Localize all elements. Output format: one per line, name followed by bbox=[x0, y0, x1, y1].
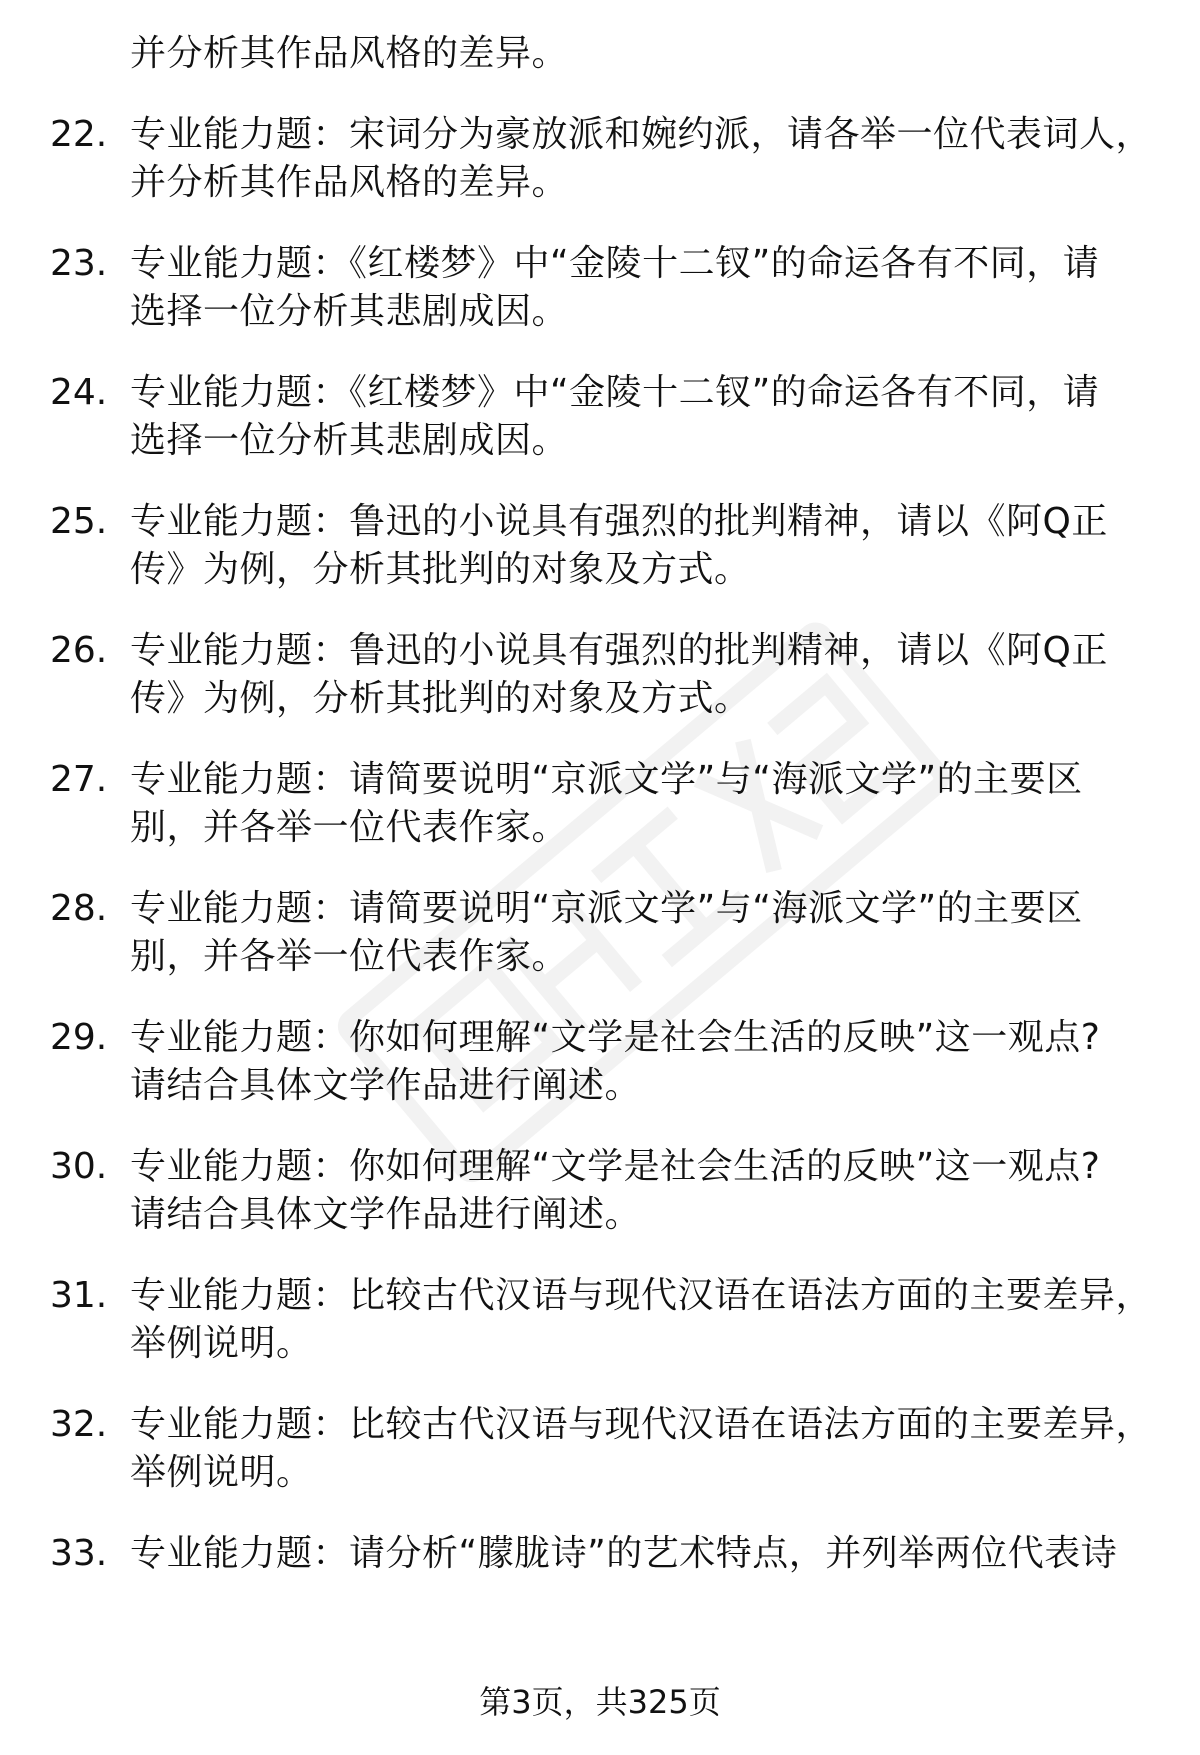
item-text: 专业能力题：比较古代汉语与现代汉语在语法方面的主要差异， 举例说明。 bbox=[130, 1404, 1153, 1493]
list-item bbox=[0, 1014, 1200, 1143]
list-item bbox=[0, 1530, 1200, 1659]
list-item bbox=[0, 111, 1200, 240]
item-number: 33. bbox=[50, 1533, 108, 1574]
list-item bbox=[0, 1401, 1200, 1530]
continuation-text bbox=[0, 30, 1200, 111]
page-number-footer: 第3页，共325页 bbox=[479, 1683, 721, 1721]
item-text: 专业能力题：请分析“朦胧诗”的艺术特点，并列举两位代表诗 bbox=[130, 1533, 1118, 1574]
item-number: 31. bbox=[50, 1275, 108, 1316]
list-item bbox=[0, 498, 1200, 627]
item-number: 32. bbox=[50, 1404, 108, 1445]
list-item bbox=[0, 1143, 1200, 1272]
item-text: 专业能力题：你如何理解“文学是社会生活的反映”这一观点? 请结合具体文学作品进行阐述。 bbox=[130, 1017, 1101, 1106]
question-list bbox=[0, 30, 1200, 1659]
item-text: 专业能力题：宋词分为豪放派和婉约派，请各举一位代表词人， 并分析其作品风格的差异。 bbox=[130, 114, 1153, 203]
item-text: 专业能力题：你如何理解“文学是社会生活的反映”这一观点? 请结合具体文学作品进行阐述。 bbox=[130, 1146, 1101, 1235]
item-number: 24. bbox=[50, 372, 108, 413]
list-item bbox=[0, 885, 1200, 1014]
item-number: 23. bbox=[50, 243, 108, 284]
item-text: 专业能力题：鲁迅的小说具有强烈的批判精神，请以《阿Q正 传》为例，分析其批判的对象及方式。 bbox=[130, 630, 1108, 719]
item-text: 专业能力题：请简要说明“京派文学”与“海派文学”的主要区 别，并各举一位代表作家。 bbox=[130, 888, 1083, 977]
item-number: 22. bbox=[50, 114, 108, 155]
item-text: 专业能力题：请简要说明“京派文学”与“海派文学”的主要区 别，并各举一位代表作家。 bbox=[130, 759, 1083, 848]
item-number: 28. bbox=[50, 888, 108, 929]
list-item bbox=[0, 240, 1200, 369]
list-item bbox=[0, 1272, 1200, 1401]
continuation-line-1: 并分析其作品风格的差异。 bbox=[130, 33, 569, 74]
item-number: 30. bbox=[50, 1146, 108, 1187]
list-item bbox=[0, 627, 1200, 756]
item-number: 26. bbox=[50, 630, 108, 671]
item-number: 25. bbox=[50, 501, 108, 542]
item-text: 专业能力题：比较古代汉语与现代汉语在语法方面的主要差异， 举例说明。 bbox=[130, 1275, 1153, 1364]
item-text: 专业能力题：《红楼梦》中“金陵十二钗”的命运各有不同，请 选择一位分析其悲剧成因。 bbox=[130, 372, 1100, 461]
item-text: 专业能力题：鲁迅的小说具有强烈的批判精神，请以《阿Q正 传》为例，分析其批判的对象及方式。 bbox=[130, 501, 1108, 590]
item-number: 27. bbox=[50, 759, 108, 800]
list-item bbox=[0, 369, 1200, 498]
item-text: 专业能力题：《红楼梦》中“金陵十二钗”的命运各有不同，请 选择一位分析其悲剧成因。 bbox=[130, 243, 1100, 332]
list-item bbox=[0, 756, 1200, 885]
item-number: 29. bbox=[50, 1017, 108, 1058]
